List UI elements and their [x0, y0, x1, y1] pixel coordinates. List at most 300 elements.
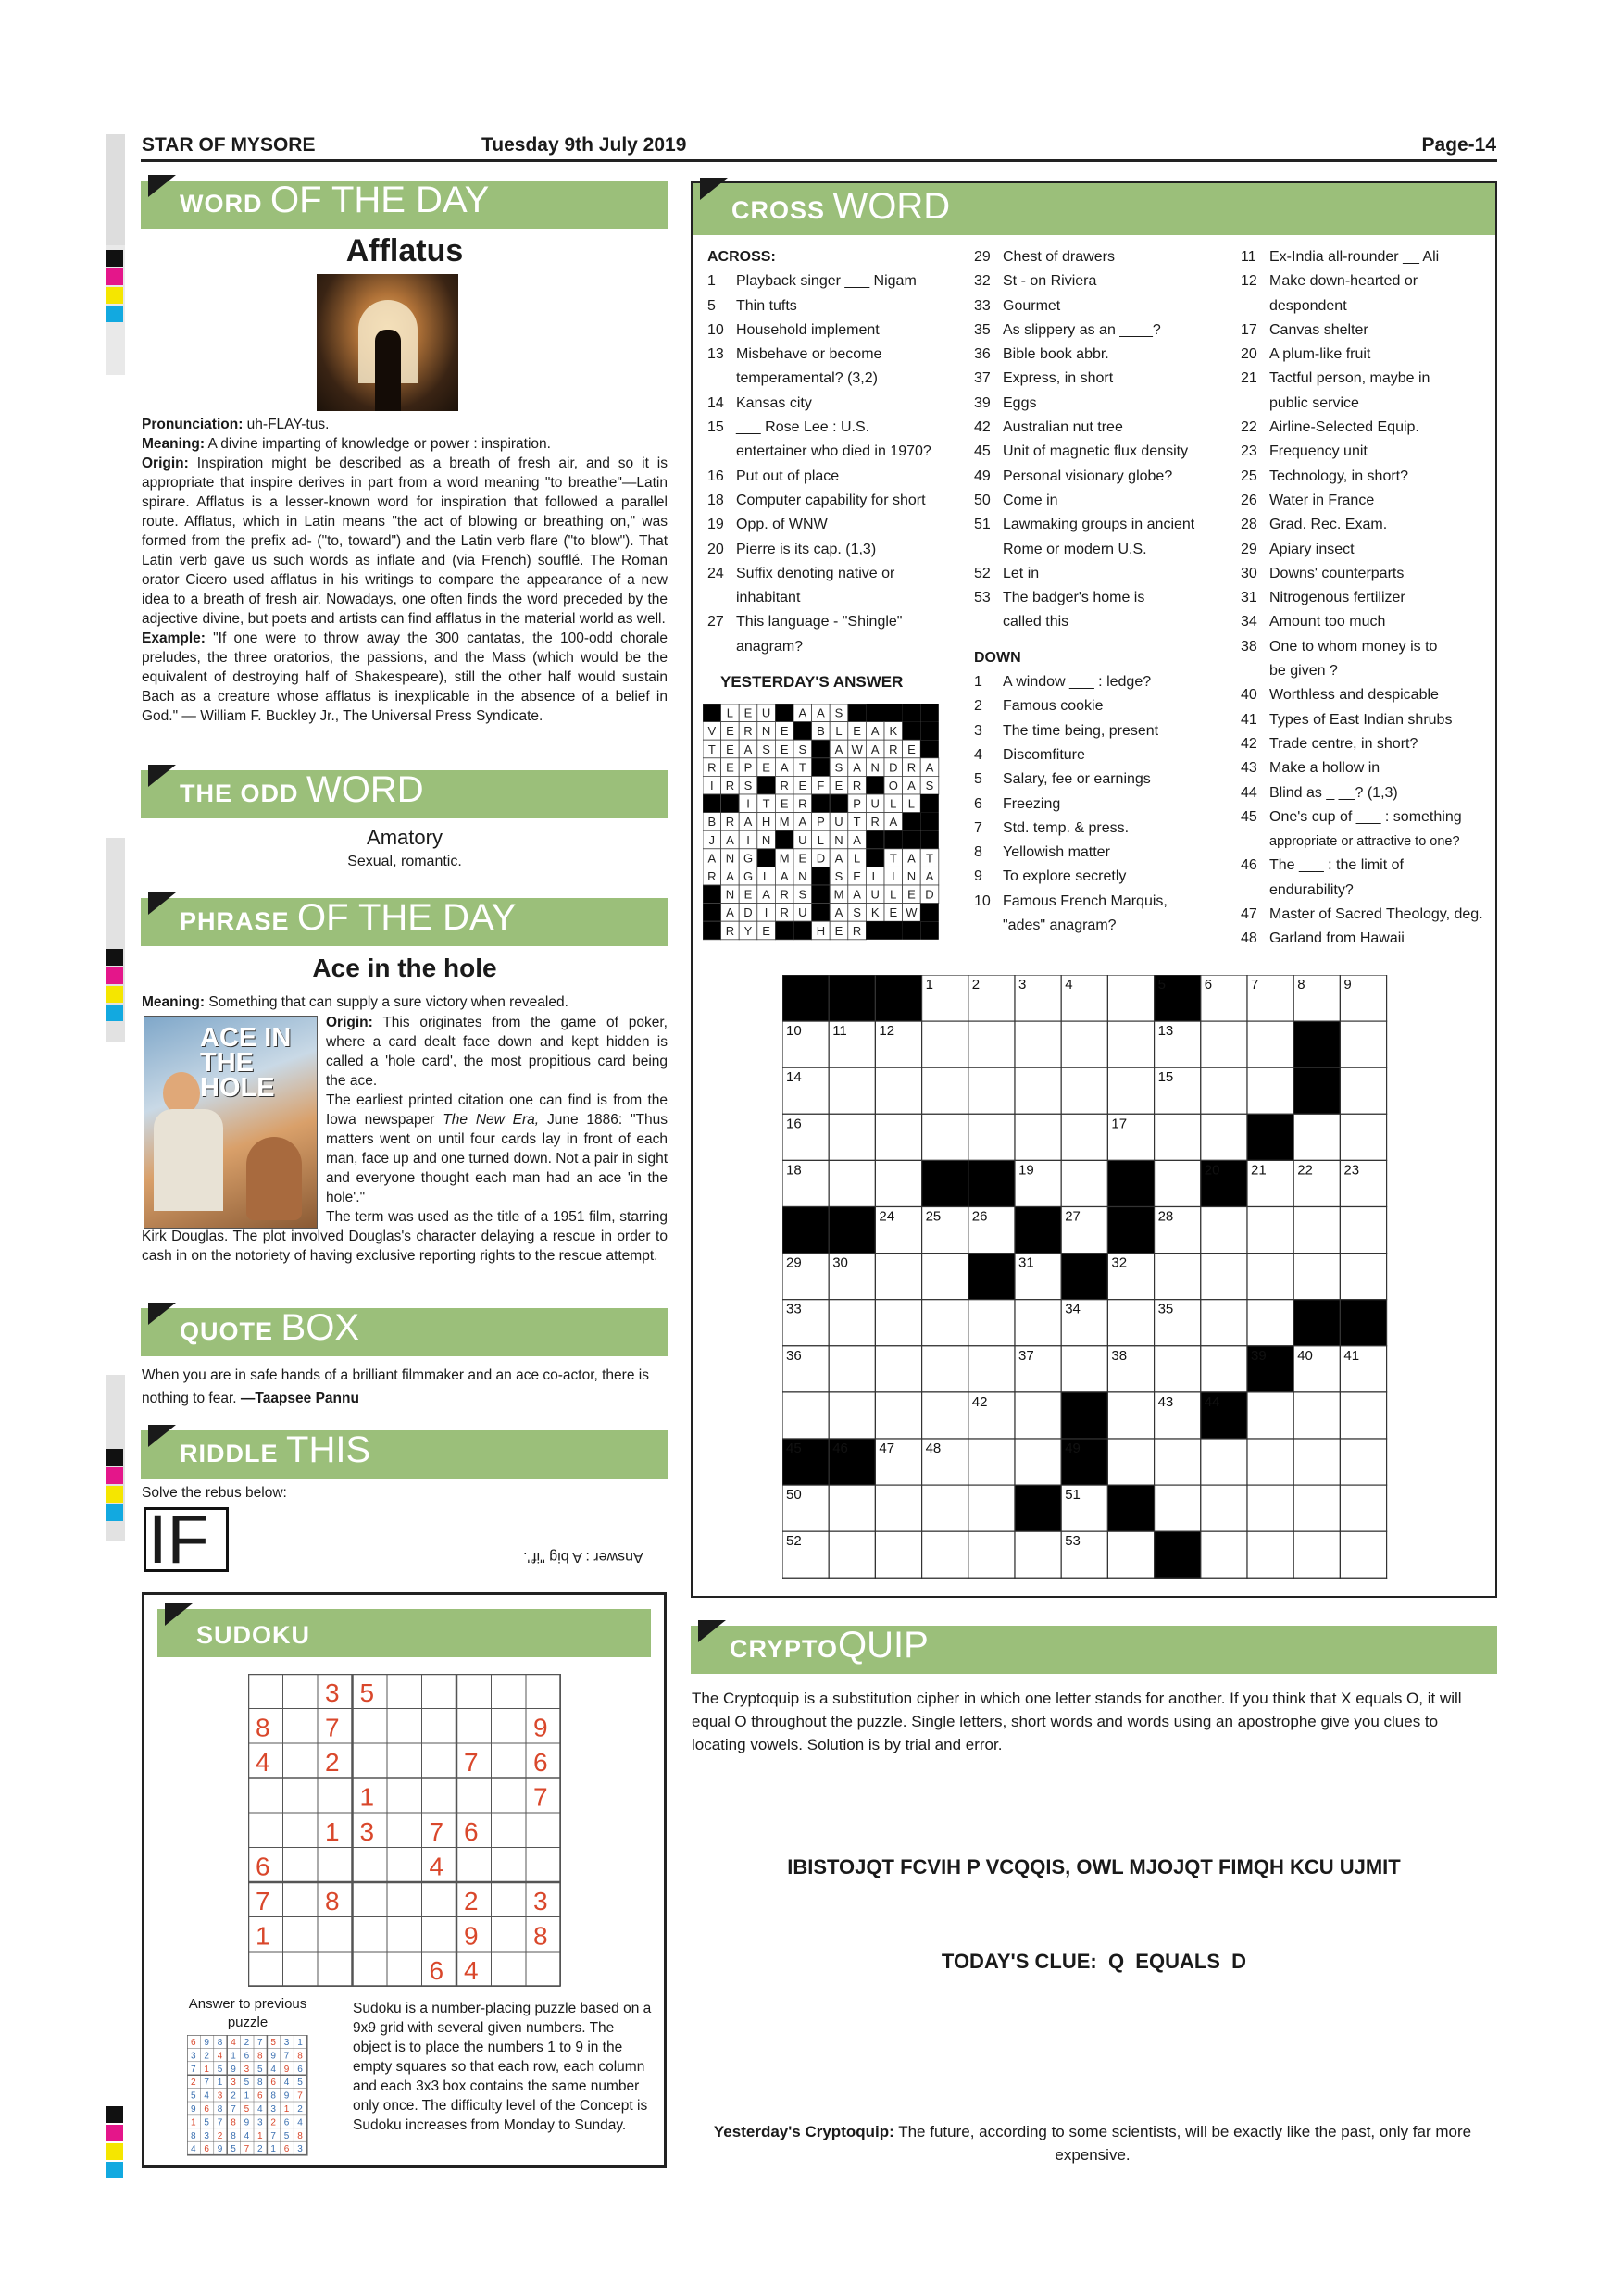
crossword-cell[interactable]: [1107, 1067, 1154, 1114]
crossword-cell[interactable]: [1340, 1439, 1386, 1485]
crossword-cell[interactable]: [1155, 1439, 1201, 1485]
crossword-cell[interactable]: [1155, 1254, 1201, 1300]
yesterday-letter: R: [743, 724, 753, 739]
yesterday-letter: R: [780, 887, 789, 902]
crossword-block: [782, 1207, 829, 1254]
yesterday-letter: R: [707, 869, 717, 883]
crossword-cell[interactable]: [1107, 1300, 1154, 1346]
yesterday-letter: S: [798, 887, 807, 902]
yesterday-letter: E: [743, 887, 753, 902]
crossword-cell[interactable]: [1247, 1531, 1293, 1578]
crossword-cell[interactable]: [1340, 1485, 1386, 1531]
crossword-cell[interactable]: [1061, 1160, 1107, 1206]
yesterday-letter: T: [798, 760, 806, 775]
yesterday-letter: E: [762, 923, 770, 938]
crossword-cell[interactable]: [782, 1392, 829, 1439]
yesterday-cell: [920, 722, 939, 741]
crossword-cell[interactable]: [875, 1067, 921, 1114]
yesterday-letter: U: [870, 887, 880, 902]
clue-item: 4 Discomfiture: [974, 746, 1085, 763]
prev-digit: 7: [204, 2078, 209, 2089]
prev-digit: 4: [297, 2117, 303, 2128]
clue-item: 2 Famous cookie: [974, 698, 1104, 715]
yesterday-cell: [920, 904, 939, 922]
crossword-cell[interactable]: [1061, 1021, 1107, 1067]
crossword-cell[interactable]: [1340, 1114, 1386, 1160]
crossword-number: 53: [1065, 1533, 1081, 1550]
yesterday-letter: A: [834, 851, 843, 866]
prev-digit: 9: [283, 2090, 290, 2102]
prev-digit: 4: [270, 2064, 276, 2075]
clue-item: 14 Kansas city: [707, 394, 812, 411]
yesterday-letter: Y: [743, 923, 753, 938]
prev-digit: 4: [244, 2130, 250, 2141]
sudoku-digit: 6: [464, 1817, 479, 1846]
clue-item: 8 Yellowish matter: [974, 844, 1110, 861]
yesterday-letter: E: [798, 779, 807, 792]
crossword-cell[interactable]: [829, 1160, 875, 1206]
yesterday-letter: O: [888, 779, 898, 792]
crossword-cell[interactable]: [1340, 1392, 1386, 1439]
crossword-block: [875, 975, 921, 1021]
crossword-cell[interactable]: [1340, 1021, 1386, 1067]
crossword-cell[interactable]: [1293, 1439, 1340, 1485]
crossword-cell[interactable]: [1247, 1067, 1293, 1114]
crossword-number: 4: [1065, 977, 1073, 992]
clue-item: 20 A plum-like fruit: [1241, 346, 1371, 363]
crossword-number: 13: [1157, 1023, 1174, 1040]
clue-item: 35 As slippery as an ____?: [974, 321, 1161, 338]
crossword-cell[interactable]: [875, 1485, 921, 1531]
clue-item: 44 Blind as _ __? (1,3): [1241, 784, 1398, 801]
yesterday-letter: R: [798, 796, 807, 811]
yesterday-crossword: [703, 704, 943, 944]
prev-digit: 7: [297, 2090, 303, 2102]
yesterday-cell: [920, 794, 939, 813]
movie-poster: ACE IN THE HOLE: [144, 1016, 318, 1229]
crossword-cell[interactable]: [968, 1485, 1015, 1531]
clue-item: 33 Gourmet: [974, 297, 1061, 314]
yesterday-letter: S: [853, 905, 861, 920]
crossword-cell[interactable]: [829, 1485, 875, 1531]
crossword-block: [1061, 1254, 1107, 1300]
prev-digit: 6: [283, 2117, 290, 2128]
clue-item: 26 Water in France: [1241, 492, 1375, 508]
crossword-block: [1293, 1067, 1340, 1114]
clue-item: appropriate or attractive to one?: [1269, 834, 1460, 850]
yesterday-letter: M: [833, 887, 844, 902]
yesterday-cell: [920, 830, 939, 849]
yesterday-letter: A: [853, 760, 861, 775]
crossword-cell[interactable]: [968, 1346, 1015, 1392]
clue-item: 21 Tactful person, maybe in: [1241, 370, 1430, 387]
crossword-number: 47: [879, 1441, 895, 1456]
crossword-cell[interactable]: [1201, 1300, 1247, 1346]
clue-item: 42 Trade centre, in short?: [1241, 735, 1418, 752]
clue-item: 15 ___ Rose Lee : U.S.: [707, 419, 870, 436]
crossword-cell[interactable]: [922, 1485, 968, 1531]
crossword-number: 50: [786, 1487, 802, 1504]
crossword-cell[interactable]: [922, 1254, 968, 1300]
prev-digit: 1: [244, 2090, 250, 2102]
crossword-cell[interactable]: [1201, 1346, 1247, 1392]
yesterday-letter: H: [816, 923, 826, 938]
prev-digit: 8: [297, 2130, 303, 2141]
prev-digit: 2: [297, 2104, 303, 2115]
yesterday-letter: S: [834, 869, 843, 883]
yesterday-letter: E: [743, 705, 753, 720]
crossword-cell[interactable]: [968, 1300, 1015, 1346]
crossword-cell[interactable]: [1340, 1254, 1386, 1300]
prev-digit: 5: [270, 2038, 276, 2048]
clue-item: 1 A window ___ : ledge?: [974, 674, 1152, 691]
crossword-cell[interactable]: [1201, 1021, 1247, 1067]
prev-digit: 1: [257, 2130, 263, 2141]
clue-item: 49 Personal visionary globe?: [974, 468, 1173, 484]
crossword-cell[interactable]: [829, 1392, 875, 1439]
cryptoquip-yesterday: Yesterday's Cryptoquip: The future, according to some scientists, will be exactly like the past, only far more expensive.: [713, 2123, 1472, 2164]
crossword-cell[interactable]: [875, 1114, 921, 1160]
yesterday-letter: E: [853, 869, 861, 883]
crossword-cell[interactable]: [1340, 1067, 1386, 1114]
crossword-cell[interactable]: [1201, 1067, 1247, 1114]
crossword-cell[interactable]: [922, 1531, 968, 1578]
crossword-cell[interactable]: [968, 1531, 1015, 1578]
clue-item: 22 Airline-Selected Equip.: [1241, 419, 1419, 436]
prev-digit: 3: [297, 2144, 303, 2155]
sudoku-digit: 8: [533, 1921, 548, 1951]
crossword-block: [1015, 1485, 1061, 1531]
quote-banner: QUOTE BOX: [141, 1308, 668, 1356]
yesterday-answer-label: YESTERDAY'S ANSWER: [720, 673, 904, 691]
crossword-cell[interactable]: [875, 1346, 921, 1392]
crossword-cell[interactable]: [1061, 1067, 1107, 1114]
crossword-cell[interactable]: [875, 1531, 921, 1578]
yesterday-letter: E: [834, 923, 843, 938]
prev-digit: 5: [231, 2144, 236, 2155]
crossword-cell[interactable]: [1015, 1300, 1061, 1346]
prev-digit: 8: [217, 2104, 223, 2115]
prev-digit: 4: [191, 2144, 196, 2155]
crossword-cell[interactable]: [875, 1392, 921, 1439]
clue-item: 9 To explore secretly: [974, 868, 1127, 885]
sudoku-digit: 4: [429, 1852, 444, 1881]
yesterday-cell: [830, 794, 848, 813]
yesterday-cell: [884, 921, 903, 940]
clue-item: 18 Computer capability for short: [707, 492, 926, 508]
prev-digit: 2: [231, 2090, 236, 2102]
crossword-cell[interactable]: [1293, 1531, 1340, 1578]
yesterday-letter: L: [907, 796, 916, 811]
crossword-block: [1107, 1207, 1154, 1254]
crossword-cell[interactable]: [875, 1160, 921, 1206]
crossword-number: 20: [1204, 1162, 1220, 1179]
crossword-block: [1247, 1114, 1293, 1160]
crossword-cell[interactable]: [1247, 1021, 1293, 1067]
clue-item: 46 The ___ : the limit of: [1241, 857, 1404, 874]
sudoku-digit: 7: [325, 1713, 340, 1742]
yesterday-letter: W: [906, 905, 918, 920]
crossword-cell[interactable]: [922, 1346, 968, 1392]
yesterday-cell: [703, 704, 721, 722]
yesterday-letter: R: [870, 815, 880, 830]
yesterday-letter: L: [890, 796, 897, 811]
yesterday-cell: [812, 904, 831, 922]
crossword-cell[interactable]: [1247, 1439, 1293, 1485]
yesterday-letter: R: [889, 742, 898, 756]
yesterday-letter: S: [834, 760, 843, 775]
prev-digit: 7: [257, 2038, 263, 2048]
crossword-cell[interactable]: [1201, 1254, 1247, 1300]
crossword-cell[interactable]: [1107, 975, 1154, 1021]
crossword-number: 44: [1204, 1393, 1220, 1410]
crossword-cell[interactable]: [922, 1114, 968, 1160]
crossword-cell[interactable]: [1293, 1254, 1340, 1300]
yesterday-cell: [920, 740, 939, 758]
prev-digit: 4: [231, 2038, 236, 2048]
yesterday-letter: A: [907, 779, 916, 792]
prev-digit: 4: [283, 2078, 290, 2089]
yesterday-letter: A: [743, 742, 753, 756]
clue-item: 53 The badger's home is: [974, 590, 1145, 606]
crossword-cell[interactable]: [922, 1300, 968, 1346]
crossword-number: 48: [925, 1441, 942, 1456]
crossword-cell[interactable]: [829, 1300, 875, 1346]
prev-digit: 9: [191, 2104, 196, 2115]
yesterday-letter: D: [889, 760, 898, 775]
crossword-number: 18: [786, 1162, 802, 1179]
yesterday-letter: A: [707, 851, 717, 866]
crossword-cell[interactable]: [829, 1346, 875, 1392]
yesterday-letter: L: [890, 887, 897, 902]
yesterday-letter: D: [816, 851, 826, 866]
crossword-grid[interactable]: [782, 975, 1388, 1578]
sudoku-digit: 3: [359, 1817, 375, 1846]
crossword-number: 37: [1018, 1347, 1034, 1364]
crossword-number: 24: [879, 1208, 895, 1225]
yesterday-cell: [884, 830, 903, 849]
prev-digit: 8: [257, 2078, 263, 2089]
crossword-cell[interactable]: [1201, 1439, 1247, 1485]
clue-item: 51 Lawmaking groups in ancient: [974, 517, 1195, 533]
sudoku-digit: 3: [533, 1887, 548, 1915]
crossword-cell[interactable]: [1340, 1531, 1386, 1578]
crossword-cell[interactable]: [1015, 1392, 1061, 1439]
yesterday-letter: N: [906, 869, 917, 883]
yesterday-cell: [775, 704, 793, 722]
crossword-cell[interactable]: [1247, 1254, 1293, 1300]
clue-item: anagram?: [736, 638, 804, 655]
yesterday-letter: D: [743, 905, 753, 920]
phrase-text-3: The term was used as the title of a 1951 film, starring Kirk Douglas. The plot involved Douglas's character delaying a rescue in order to cash in on the notoriety of having exclusive reporting rights to the rescue attempt.: [142, 1209, 668, 1264]
yesterday-cell: [812, 794, 831, 813]
crossword-cell[interactable]: [1201, 1207, 1247, 1254]
yesterday-letter: N: [870, 760, 880, 775]
crossword-cell[interactable]: [968, 1067, 1015, 1114]
yesterday-cell: [884, 704, 903, 722]
clue-item: 12 Make down-hearted or: [1241, 273, 1418, 290]
phrase-banner: PHRASE OF THE DAY: [141, 898, 668, 946]
crossword-cell[interactable]: [875, 1300, 921, 1346]
yesterday-letter: A: [798, 815, 807, 830]
yesterday-letter: R: [725, 779, 735, 792]
crossword-cell[interactable]: [1107, 1439, 1154, 1485]
crossword-number: 33: [786, 1301, 802, 1317]
crossword-cell[interactable]: [1155, 1160, 1201, 1206]
yesterday-cell: [866, 704, 884, 722]
yesterday-cell: [903, 813, 921, 831]
crossword-cell[interactable]: [1155, 1485, 1201, 1531]
crossword-cell[interactable]: [1107, 1021, 1154, 1067]
crossword-number: 21: [1251, 1162, 1267, 1179]
prev-digit: 9: [283, 2064, 290, 2075]
yesterday-letter: A: [798, 705, 807, 720]
prev-digit: 6: [270, 2078, 276, 2089]
crossword-number: 39: [1251, 1347, 1267, 1364]
prev-digit: 6: [204, 2104, 209, 2115]
crossword-cell[interactable]: [922, 1067, 968, 1114]
crossword-cell[interactable]: [1015, 1067, 1061, 1114]
prev-digit: 7: [217, 2117, 223, 2128]
prev-digit: 1: [283, 2104, 290, 2115]
clue-item: 52 Let in: [974, 565, 1040, 581]
yesterday-letter: E: [726, 760, 734, 775]
clue-item: inhabitant: [736, 590, 801, 606]
crossword-cell[interactable]: [1107, 1392, 1154, 1439]
yesterday-letter: T: [889, 851, 897, 866]
crossword-cell[interactable]: [1293, 1207, 1340, 1254]
sudoku-grid[interactable]: [248, 1674, 561, 1987]
yesterday-cell: [703, 794, 721, 813]
clue-heading: DOWN: [974, 649, 1021, 666]
yesterday-letter: A: [780, 869, 789, 883]
prev-digit: 2: [217, 2130, 223, 2141]
yesterday-cell: [757, 776, 776, 794]
yesterday-letter: P: [817, 815, 825, 830]
yesterday-letter: U: [834, 815, 843, 830]
clue-item: 29 Chest of drawers: [974, 249, 1115, 265]
crossword-cell[interactable]: [875, 1254, 921, 1300]
crossword-cell[interactable]: [1061, 1114, 1107, 1160]
yesterday-letter: E: [798, 851, 807, 866]
crossword-cell[interactable]: [1015, 1531, 1061, 1578]
crossword-cell[interactable]: [922, 1021, 968, 1067]
yesterday-letter: T: [926, 851, 933, 866]
sudoku-digit: 1: [256, 1921, 270, 1951]
yesterday-letter: A: [907, 851, 916, 866]
yesterday-cell: [775, 921, 793, 940]
yesterday-letter: S: [798, 742, 807, 756]
crossword-number: 31: [1018, 1254, 1034, 1271]
yesterday-letter: S: [743, 779, 753, 792]
clue-item: 30 Downs' counterparts: [1241, 565, 1405, 581]
crossword-cell[interactable]: [1061, 1346, 1107, 1392]
yesterday-cell: [903, 830, 921, 849]
sudoku-description: Sudoku is a number-placing puzzle based on a 9x9 grid with several given numbers. The object is to place the numbers 1 to 9 in the empty squares so that each row, each column and each 3x3 box contains the same number only once. The difficulty level of the Concept is Sudoku increases from Monday to Sunday.: [353, 2001, 652, 2133]
crossword-cell[interactable]: [1293, 1392, 1340, 1439]
yesterday-letter: I: [891, 869, 895, 883]
prev-digit: 8: [191, 2130, 196, 2141]
clue-item: 5 Thin tufts: [707, 297, 797, 314]
prev-digit: 3: [204, 2130, 209, 2141]
yesterday-cell: [903, 722, 921, 741]
crossword-block: [829, 1207, 875, 1254]
issue-date: Tuesday 9th July 2019: [481, 134, 687, 156]
sudoku-digit: 4: [256, 1748, 270, 1777]
prev-digit: 5: [297, 2078, 303, 2089]
crossword-number: 41: [1343, 1347, 1360, 1364]
crossword-cell[interactable]: [829, 1114, 875, 1160]
crossword-cell[interactable]: [829, 1531, 875, 1578]
yesterday-letter: R: [725, 923, 735, 938]
prev-digit: 3: [257, 2117, 263, 2128]
clue-item: 50 Come in: [974, 492, 1058, 508]
yesterday-letter: A: [834, 905, 843, 920]
crossword-cell[interactable]: [968, 1439, 1015, 1485]
sudoku-digit: 9: [464, 1921, 479, 1951]
crossword-cell[interactable]: [1015, 1021, 1061, 1067]
yesterday-letter: E: [889, 905, 898, 920]
crossword-cell[interactable]: [1293, 1485, 1340, 1531]
crossword-cell[interactable]: [1155, 1114, 1201, 1160]
crossword-number: 49: [1065, 1441, 1081, 1456]
crossword-cell[interactable]: [1247, 1392, 1293, 1439]
crossword-cell[interactable]: [1340, 1207, 1386, 1254]
yesterday-letter: E: [853, 724, 861, 739]
yesterday-letter: I: [764, 905, 768, 920]
crossword-cell[interactable]: [1247, 1207, 1293, 1254]
yesterday-letter: A: [870, 724, 880, 739]
crossword-cell[interactable]: [1015, 1114, 1061, 1160]
clue-item: temperamental? (3,2): [736, 370, 878, 387]
clue-item: 43 Make a hollow in: [1241, 760, 1380, 777]
crossword-cell[interactable]: [1201, 1114, 1247, 1160]
yesterday-letter: A: [726, 869, 734, 883]
prev-digit: 8: [257, 2051, 263, 2062]
yesterday-cell: [903, 704, 921, 722]
odd-word-meaning: Sexual, romantic.: [347, 854, 462, 869]
crossword-cell[interactable]: [968, 1114, 1015, 1160]
clue-item: 10 Household implement: [707, 321, 880, 338]
crossword-cell[interactable]: [1015, 1439, 1061, 1485]
crossword-cell[interactable]: [1201, 1531, 1247, 1578]
prev-digit: 9: [231, 2064, 236, 2075]
crossword-number: 19: [1018, 1162, 1034, 1179]
yesterday-letter: A: [834, 742, 843, 756]
crossword-cell[interactable]: [1293, 1114, 1340, 1160]
prev-digit: 6: [257, 2090, 263, 2102]
crossword-number: 30: [832, 1254, 848, 1271]
sudoku-digit: 5: [359, 1678, 375, 1707]
crossword-cell[interactable]: [1155, 1346, 1201, 1392]
clue-item: 48 Garland from Hawaii: [1241, 930, 1405, 947]
crossword-cell[interactable]: [922, 1392, 968, 1439]
sudoku-digit: 6: [429, 1956, 444, 1985]
crossword-cell[interactable]: [1247, 1485, 1293, 1531]
clue-item: 37 Express, in short: [974, 370, 1114, 387]
yesterday-cell: [812, 758, 831, 777]
yesterday-letter: L: [835, 724, 843, 739]
yesterday-letter: L: [762, 869, 770, 883]
crossword-cell[interactable]: [829, 1067, 875, 1114]
crossword-number: 8: [1297, 977, 1305, 992]
yesterday-letter: T: [762, 796, 770, 811]
crossword-cell[interactable]: [968, 1021, 1015, 1067]
sudoku-digit: 1: [325, 1817, 340, 1846]
crossword-cell[interactable]: [1201, 1485, 1247, 1531]
crossword-cell[interactable]: [1107, 1531, 1154, 1578]
crossword-cell[interactable]: [1247, 1300, 1293, 1346]
